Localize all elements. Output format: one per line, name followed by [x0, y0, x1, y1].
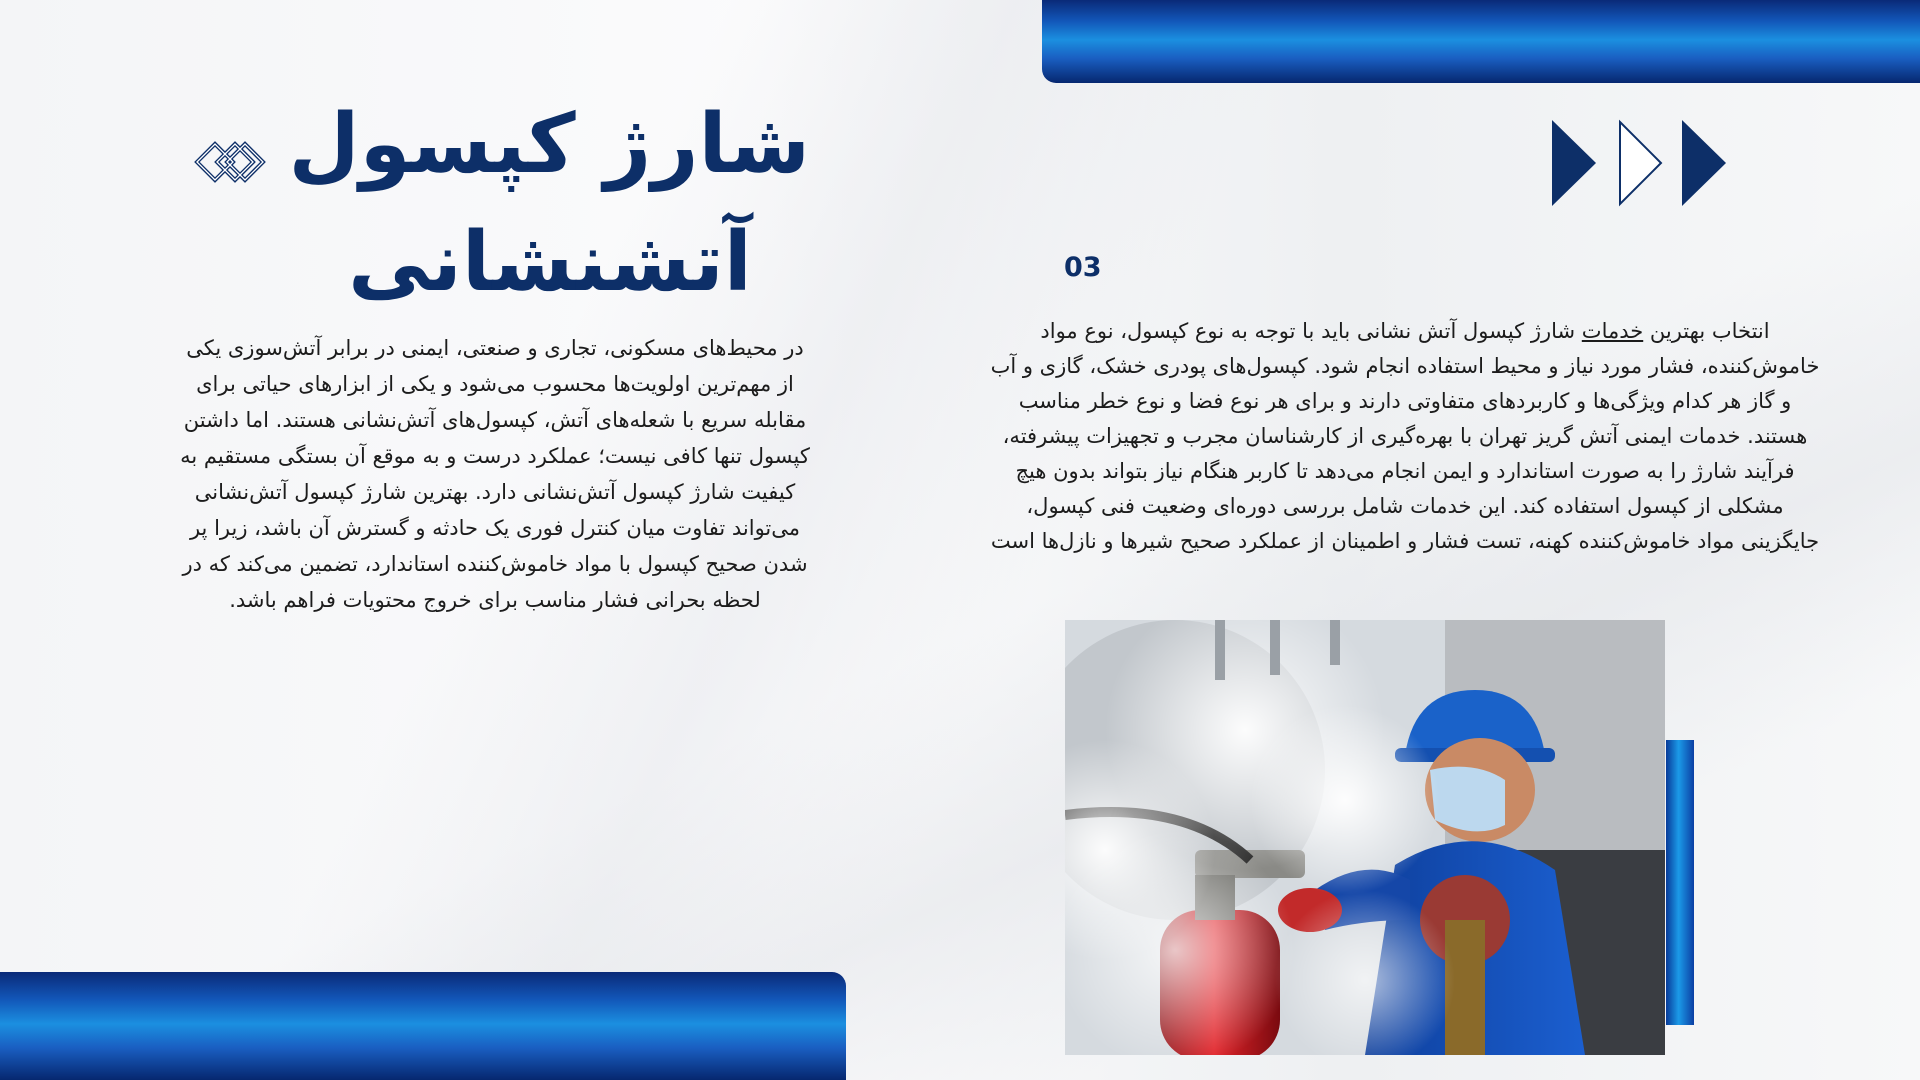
- triple-chevron-arrows-icon: [1548, 118, 1730, 208]
- arrow-solid-icon: [1552, 120, 1596, 206]
- title-line-2: آتشنشانی: [348, 215, 752, 310]
- title-line-1: شارژ کپسول: [288, 97, 810, 192]
- accent-strip: [1666, 740, 1694, 1025]
- slide-number: 03: [1064, 252, 1102, 283]
- services-paragraph: [990, 314, 1820, 559]
- bottom-decorative-bar: [0, 972, 846, 1080]
- page-title: [290, 86, 810, 322]
- technician-refilling-extinguisher-photo: [1065, 620, 1665, 1055]
- photo-illustration: [1065, 620, 1665, 1055]
- arrow-solid-icon: [1682, 120, 1726, 206]
- interlocked-diamonds-icon: [193, 134, 267, 190]
- paragraph-text-rest: شارژ کپسول آتش نشانی باید با توجه به نوع کپسول، نوع مواد خاموش‌کننده، فشار مورد نیاز و محیط استفاده انجام شود. کپسول‌های پودری خشک، گازی و آب و گاز هر کدام ویژگی‌ها و کاربردهای متفاوتی دارند و برای هر نوع فضا و نوع خطر مناسب هستند. خدمات ایمنی آتش گریز تهران با بهره‌گیری از کارشناسان مجرب و تجهیزات پیشرفته، فرآیند شارژ را به صورت استاندارد و ایمن انجام می‌دهد تا کاربر هنگام نیاز بتواند بدون هیچ مشکلی از کپسول استفاده کند. این خدمات شامل بررسی دوره‌ای وضعیت فنی کپسول، جایگزینی مواد خاموش‌کننده کهنه، تست فشار و اطمینان از عملکرد صحیح شیرها و نازل‌ها است: [990, 319, 1820, 553]
- services-link[interactable]: خدمات: [1581, 319, 1644, 343]
- top-decorative-bar: [1042, 0, 1920, 83]
- arrow-outline-icon: [1620, 122, 1661, 204]
- intro-paragraph: در محیط‌های مسکونی، تجاری و صنعتی، ایمنی در برابر آتش‌سوزی یکی از مهم‌ترین اولویت‌ها محسوب می‌شود و یکی از ابزارهای حیاتی برای مقابله سریع با شعله‌های آتش، کپسول‌های آتش‌نشانی هستند. اما داشتن کپسول تنها کافی نیست؛ عملکرد درست و به موقع آن بستگی مستقیم به کیفیت شارژ کپسول آتش‌نشانی دارد. بهترین شارژ کپسول آتش‌نشانی می‌تواند تفاوت میان کنترل فوری یک حادثه و گسترش آن باشد، زیرا پر شدن صحیح کپسول با مواد خاموش‌کننده استاندارد، تضمین می‌کند که در لحظه بحرانی فشار مناسب برای خروج محتویات فراهم باشد.: [180, 336, 810, 612]
- paragraph-text-start: انتخاب بهترین: [1643, 319, 1770, 343]
